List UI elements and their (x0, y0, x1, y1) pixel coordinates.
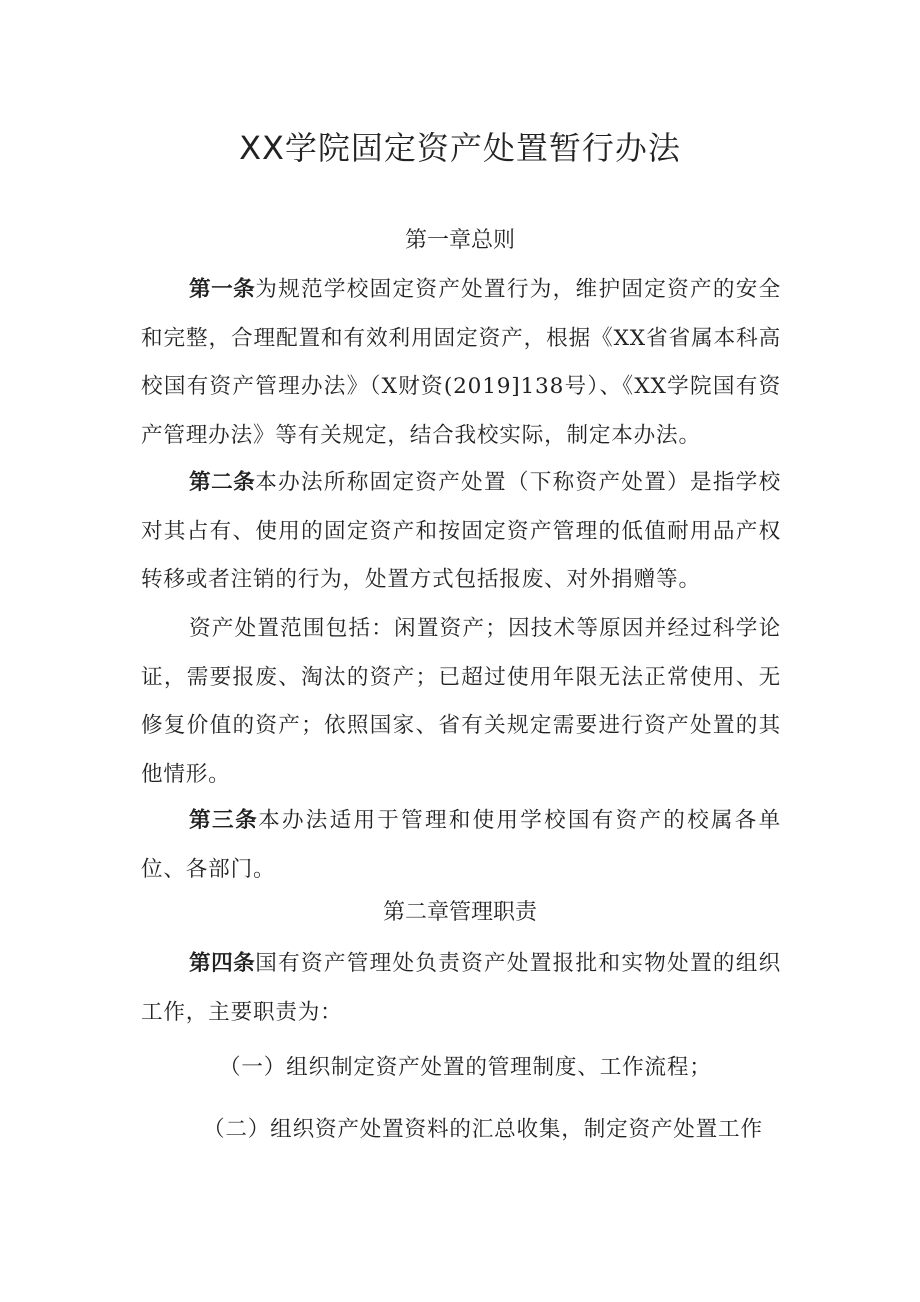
list-item: （二）组织资产处置资料的汇总收集，制定资产处置工作 (203, 1117, 763, 1142)
article-2-paragraph (141, 459, 781, 605)
chapter-1-heading: 第一章总则 (404, 228, 515, 253)
article-2-text: 本办法所称固定资产处置（下称资产处置）是指学校对其占有、使用的固定资产和按固定资产管理的低值耐用品产权转移或者注销的行为，处置方式包括报废、对外捐赠等。 (141, 470, 781, 593)
chapter-2-heading: 第二章管理职责 (382, 900, 537, 925)
article-4-paragraph (141, 940, 781, 1037)
article-1-paragraph (141, 266, 781, 460)
article-4-label: 第四条 (189, 951, 256, 976)
article-2-label: 第二条 (189, 470, 256, 495)
scope-paragraph: 资产处置范围包括：闲置资产；因技术等原因并经过科学论证，需要报废、淘汰的资产；已超过使用年限无法正常使用、无修复价值的资产；依照国家、省有关规定需要进行资产处置的其他情形。 (141, 616, 781, 787)
article-4-text: 国有资产管理处负责资产处置报批和实物处置的组织工作，主要职责为： (141, 951, 781, 1025)
article-3-text: 本办法适用于管理和使用学校国有资产的校属各单位、各部门。 (141, 808, 781, 882)
article-1-text: 为规范学校固定资产处置行为，维护固定资产的安全和完整，合理配置和有效利用固定资产，根据《XX省省属本科高校国有资产管理办法》（X财资(2019]138号）、《XX学院国有资产管理办法》等有关规定，结合我校实际，制定本办法。 (141, 277, 781, 448)
list-item: （一）组织制定资产处置的管理制度、工作流程； (219, 1055, 712, 1080)
article-1-label: 第一条 (189, 277, 256, 302)
article-3-label: 第三条 (189, 808, 259, 833)
article-3-paragraph (141, 797, 781, 894)
document-title: XX学院固定资产处置暂行办法 (239, 129, 681, 167)
